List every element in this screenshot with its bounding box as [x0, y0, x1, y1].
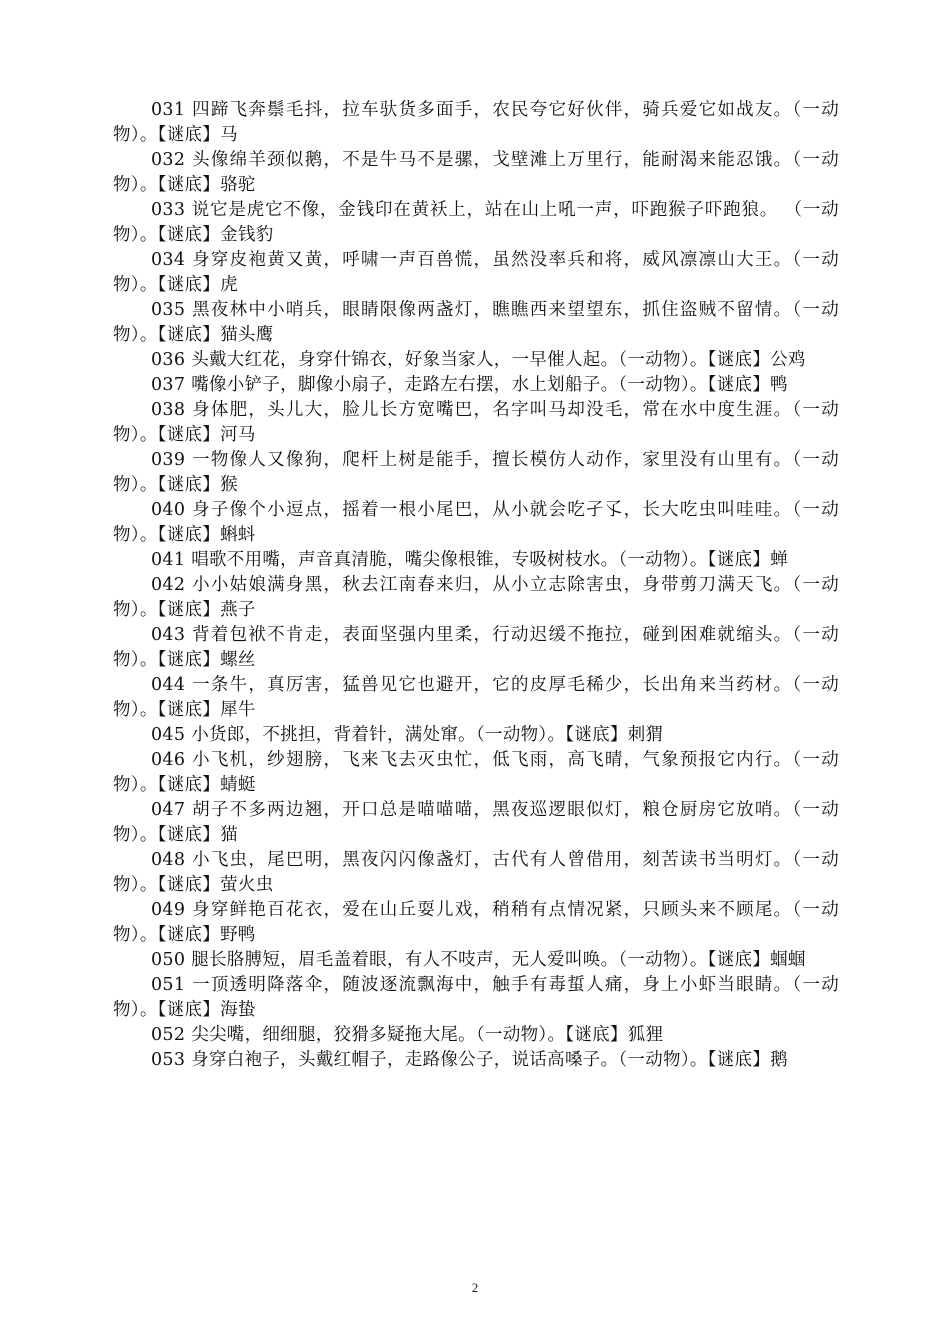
riddle-text: 身体肥，头儿大，脸儿长方宽嘴巴，名字叫马却没毛，常在水中度生涯。（一动物）。【谜底】河马 — [113, 400, 839, 445]
riddle-text: 小飞虫，尾巴明，黑夜闪闪像盏灯，古代有人曾借用，刻苦读书当明灯。（一动物）。【谜底】萤火虫 — [113, 850, 839, 895]
riddle-text: 尖尖嘴，细细腿，狡猾多疑拖大尾。（一动物）。【谜底】狐狸 — [191, 1025, 664, 1045]
riddle-list — [113, 98, 839, 1073]
riddle-item — [113, 248, 839, 298]
riddle-text: 背着包袱不肯走，表面坚强内里柔，行动迟缓不拖拉，碰到困难就缩头。（一动物）。【谜底】螺丝 — [113, 625, 839, 670]
page-number: 2 — [471, 1280, 479, 1295]
riddle-item — [113, 673, 839, 723]
riddle-item — [113, 298, 839, 348]
riddle-item — [113, 573, 839, 623]
riddle-text: 身穿白袍子，头戴红帽子，走路像公子，说话高嗓子。（一动物）。【谜底】鹅 — [191, 1050, 788, 1070]
riddle-text: 身穿鲜艳百花衣，爱在山丘耍儿戏，稍稍有点情况紧，只顾头来不顾尾。（一动物）。【谜底】野鸭 — [113, 900, 839, 945]
riddle-item — [113, 798, 839, 848]
riddle-number: 036 — [151, 350, 186, 370]
riddle-number: 031 — [151, 100, 186, 120]
riddle-number: 046 — [151, 750, 186, 770]
riddle-number: 042 — [151, 575, 186, 595]
riddle-number: 034 — [151, 250, 186, 270]
riddle-number: 038 — [151, 400, 186, 420]
riddle-number: 044 — [151, 675, 186, 695]
riddle-text: 小飞机，纱翅膀，飞来飞去灭虫忙，低飞雨，高飞晴，气象预报它内行。（一动物）。【谜底】蜻蜓 — [113, 750, 839, 795]
riddle-number: 039 — [151, 450, 186, 470]
riddle-text: 一顶透明降落伞，随波逐流飘海中，触手有毒蜇人痛，身上小虾当眼睛。（一动物）。【谜底】海蛰 — [113, 975, 839, 1020]
riddle-number: 041 — [151, 550, 186, 570]
riddle-item — [113, 348, 839, 373]
riddle-item — [113, 398, 839, 448]
riddle-number: 035 — [151, 300, 186, 320]
riddle-item — [113, 148, 839, 198]
riddle-text: 头戴大红花，身穿什锦衣，好象当家人，一早催人起。（一动物）。【谜底】公鸡 — [191, 350, 806, 370]
riddle-number: 045 — [151, 725, 186, 745]
riddle-text: 唱歌不用嘴，声音真清脆，嘴尖像根锥，专吸树枝水。（一动物）。【谜底】蝉 — [191, 550, 788, 570]
riddle-item — [113, 1023, 839, 1048]
riddle-item — [113, 198, 839, 248]
riddle-number: 032 — [151, 150, 186, 170]
riddle-text: 腿长胳膊短，眉毛盖着眼，有人不吱声，无人爱叫唤。（一动物）。【谜底】蝈蝈 — [191, 950, 806, 970]
riddle-item — [113, 723, 839, 748]
riddle-item — [113, 898, 839, 948]
riddle-text: 一条牛，真厉害，猛兽见它也避开，它的皮厚毛稀少，长出角来当药材。（一动物）。【谜底】犀牛 — [113, 675, 839, 720]
riddle-text: 四蹄飞奔鬃毛抖，拉车驮货多面手，农民夸它好伙伴，骑兵爱它如战友。（一动物）。【谜底】马 — [113, 100, 839, 145]
riddle-text: 身穿皮袍黄又黄，呼啸一声百兽慌，虽然没率兵和将，威风凛凛山大王。（一动物）。【谜底】虎 — [113, 250, 839, 295]
riddle-text: 头像绵羊颈似鹅，不是牛马不是骡，戈壁滩上万里行，能耐渴来能忍饿。（一动物）。【谜底】骆驼 — [113, 150, 839, 195]
riddle-item — [113, 98, 839, 148]
riddle-text: 小货郎，不挑担，背着针，满处窜。（一动物）。【谜底】刺猬 — [191, 725, 664, 745]
riddle-item — [113, 623, 839, 673]
riddle-item — [113, 498, 839, 548]
riddle-item — [113, 748, 839, 798]
riddle-text: 黑夜林中小哨兵，眼睛限像两盏灯，瞧瞧西来望望东，抓住盗贼不留情。（一动物）。【谜底】猫头鹰 — [113, 300, 839, 345]
riddle-number: 048 — [151, 850, 186, 870]
riddle-text: 小小姑娘满身黑，秋去江南春来归，从小立志除害虫，身带剪刀满天飞。（一动物）。【谜底】燕子 — [113, 575, 839, 620]
riddle-text: 身子像个小逗点，摇着一根小尾巴，从小就会吃孑孓，长大吃虫叫哇哇。（一动物）。【谜底】蝌蚪 — [113, 500, 839, 545]
riddle-text: 说它是虎它不像，金钱印在黄袄上，站在山上吼一声，吓跑猴子吓跑狼。 （一动物）。【谜底】金钱豹 — [113, 200, 839, 245]
riddle-text: 一物像人又像狗，爬杆上树是能手，擅长模仿人动作，家里没有山里有。（一动物）。【谜底】猴 — [113, 450, 839, 495]
riddle-number: 037 — [151, 375, 186, 395]
riddle-number: 053 — [151, 1050, 186, 1070]
riddle-item — [113, 973, 839, 1023]
riddle-number: 047 — [151, 800, 186, 820]
riddle-item — [113, 848, 839, 898]
riddle-number: 050 — [151, 950, 186, 970]
riddle-item — [113, 548, 839, 573]
riddle-item — [113, 448, 839, 498]
riddle-text: 嘴像小铲子，脚像小扇子，走路左右摆，水上划船子。（一动物）。【谜底】鸭 — [191, 375, 788, 395]
riddle-number: 033 — [151, 200, 186, 220]
riddle-number: 051 — [151, 975, 186, 995]
riddle-item — [113, 1048, 839, 1073]
riddle-number: 052 — [151, 1025, 186, 1045]
riddle-number: 043 — [151, 625, 186, 645]
riddle-text: 胡子不多两边翘，开口总是喵喵喵，黑夜巡逻眼似灯，粮仓厨房它放哨。（一动物）。【谜底】猫 — [113, 800, 839, 845]
riddle-number: 040 — [151, 500, 186, 520]
riddle-item — [113, 948, 839, 973]
riddle-item — [113, 373, 839, 398]
riddle-number: 049 — [151, 900, 186, 920]
